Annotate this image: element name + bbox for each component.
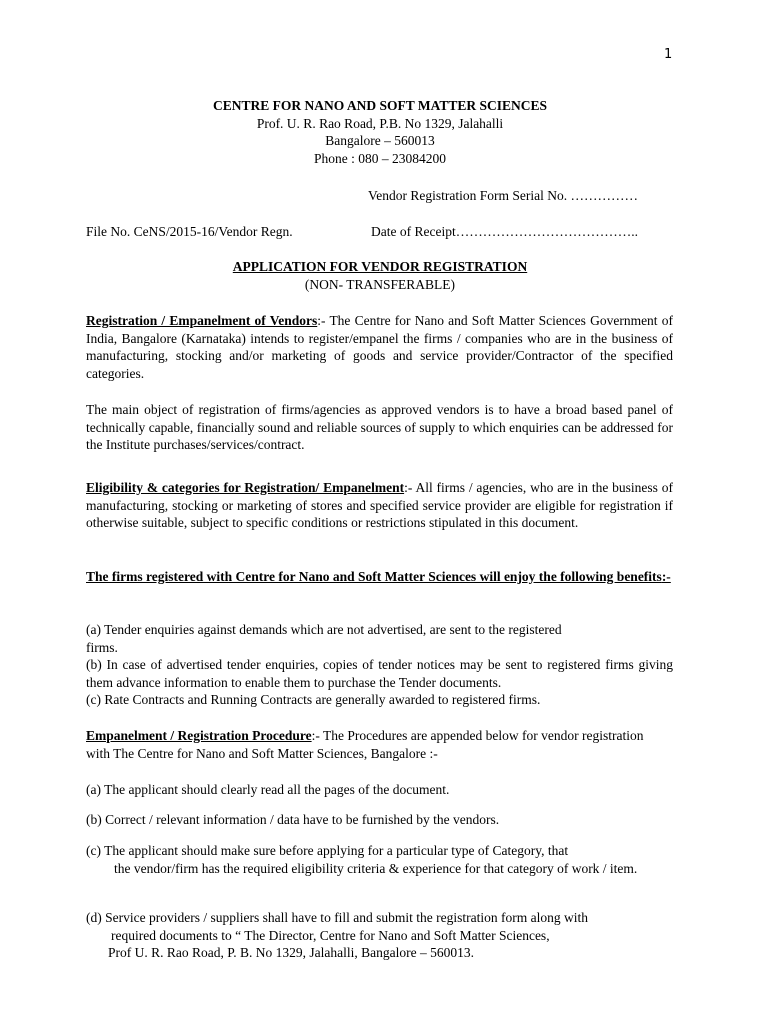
registration-text: The Centre for Nano and Soft Matter Sciences Government of India, Bangalore (Karnataka) intends to register/empanel the firms / companies who are in the business of manufacturing, stocking and/or marketing of goods and service provider/Contractor of the specified categories. [86,313,673,381]
procedure-d-line-1: (d) Service providers / suppliers shall have to fill and submit the registration form along with [86,910,589,925]
document-title [86,258,674,293]
registration-paragraph [86,312,673,382]
procedure-d-line-3: Prof U. R. Rao Road, P. B. No 1329, Jalahalli, Bangalore – 560013. [108,945,474,960]
title-main: APPLICATION FOR VENDOR REGISTRATION [232,259,528,274]
eligibility-paragraph [86,479,673,532]
registration-separator: :- [317,313,326,328]
phone-number: Phone : 080 – 23084200 [313,150,446,166]
procedure-c-line-2: the vendor/firm has the required eligibility criteria & experience for that category of work / item. [114,860,638,876]
procedure-item-a: (a) The applicant should clearly read all the pages of the document. [86,782,450,797]
benefit-item-c: (c) Rate Contracts and Running Contracts are generally awarded to registered firms. [86,692,541,707]
eligibility-separator: :- [404,480,413,495]
benefits-heading-block [86,568,673,586]
procedure-c-line-1: (c) The applicant should make sure before applying for a particular type of Category, that [86,843,569,858]
procedure-item-b: (b) Correct / relevant information / data have to be furnished by the vendors. [86,812,500,827]
file-number: File No. CeNS/2015-16/Vendor Regn. [86,224,293,239]
objective-paragraph [86,401,673,454]
objective-text: The main object of registration of firms/agencies as approved vendors is to have a broad based panel of technically capable, financially sound and reliable sources of supply to which enquiries can be addressed for the Institute purchases/services/contract. [86,402,673,452]
benefits-heading: The firms registered with Centre for Nano and Soft Matter Sciences will enjoy the following benefits [86,569,662,584]
eligibility-text: All firms / agencies, who are in the business of manufacturing, stocking or marketing of stores and specified service provider are eligible for registration if otherwise suitable, subject to specific conditions or restrictions stipulated in this document. [86,480,673,530]
address-line-1: Prof. U. R. Rao Road, P.B. No 1329, Jalahalli [256,115,504,131]
org-name: CENTRE FOR NANO AND SOFT MATTER SCIENCES [212,98,548,113]
eligibility-heading: Eligibility & categories for Registration/ Empanelment [86,480,405,495]
date-of-receipt-field: Date of Receipt………………………………….. [371,224,638,239]
serial-number-field: Vendor Registration Form Serial No. …………… [368,188,638,203]
procedure-item-c [86,842,676,877]
address-line-2: Bangalore – 560013 [325,133,435,148]
benefits-separator: :- [661,569,671,584]
title-sub: (NON- TRANSFERABLE) [304,276,456,292]
procedure-paragraph [86,727,666,762]
procedure-separator: :- [311,728,320,743]
benefit-item-a [86,621,676,656]
procedure-item-d [86,909,676,962]
letterhead [86,97,674,167]
procedure-text: The Procedures are appended below for vendor registration with The Centre for Nano and Soft Matter Sciences, Bangalore :- [86,728,644,761]
page-number: 1 [664,47,673,62]
procedure-heading: Empanelment / Registration Procedure [86,728,312,743]
registration-heading: Registration / Empanelment of Vendors [86,313,318,328]
benefit-item-b: (b) In case of advertised tender enquiries, copies of tender notices may be sent to registered firms giving them advance information to enable them to purchase the Tender documents. [86,657,673,690]
benefit-a-line-1: (a) Tender enquiries against demands which are not advertised, are sent to the registered [86,622,562,637]
benefit-a-line-2: firms. [86,639,118,655]
procedure-d-line-2: required documents to “ The Director, Centre for Nano and Soft Matter Sciences, [111,927,550,943]
